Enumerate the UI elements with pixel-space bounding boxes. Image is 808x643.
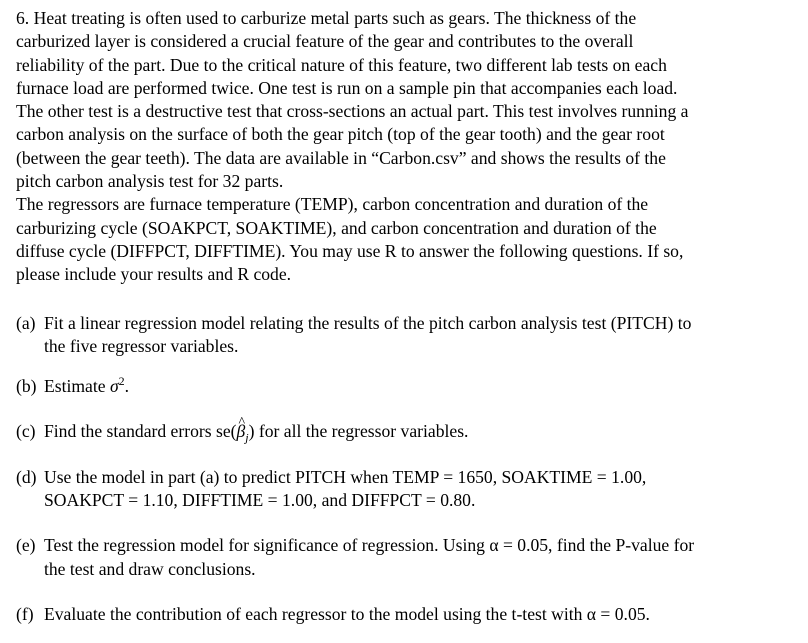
intro-line: The other test is a destructive test that cross-sections an actual part. This test involves running a <box>16 101 689 122</box>
regressor-line: please include your results and R code. <box>16 264 292 285</box>
exponent: 2 <box>118 374 125 389</box>
part-label: (e) <box>16 535 36 556</box>
part-text: Test the regression model for significance of regression. Using α = 0.05, find the P-value for <box>44 535 695 556</box>
intro-line: (between the gear teeth). The data are available in “Carbon.csv” and shows the results of the <box>16 147 666 168</box>
question-part-d <box>16 466 796 513</box>
part-label: (f) <box>16 603 34 624</box>
intro-line: carburized layer is considered a crucial feature of the gear and contributes to the overall <box>16 31 634 52</box>
part-text: Estimate $\sigma^2$. <box>44 374 130 397</box>
intro-line: 6. Heat treating is often used to carburize metal parts such as gears. The thickness of the <box>16 8 637 28</box>
question-part-b <box>16 375 796 398</box>
question-part-f <box>16 603 796 626</box>
part-text: Fit a linear regression model relating the results of the pitch carbon analysis test (PITCH) to <box>44 312 692 333</box>
intro-line: reliability of the part. Due to the critical nature of this feature, two different lab tests on each <box>16 54 667 75</box>
part-label: (a) <box>16 312 36 333</box>
problem-intro <box>16 7 796 193</box>
part-text: Use the model in part (a) to predict PITCH when TEMP = 1650, SOAKTIME = 1.00, <box>44 466 647 487</box>
problem-document <box>16 7 796 626</box>
problem-number: 6. <box>16 8 30 28</box>
part-text: the test and draw conclusions. <box>44 558 256 579</box>
regressor-line: carburizing cycle (SOAKPCT, SOAKTIME), and carbon concentration and duration of the <box>16 217 657 238</box>
regressor-line: diffuse cycle (DIFFPCT, DIFFTIME). You may use R to answer the following questions. If so, <box>16 240 684 261</box>
question-part-c <box>16 420 796 443</box>
part-label: (c) <box>16 421 36 442</box>
part-text: Find the standard errors se(^ $\beta_j$) for all the regressor variables. <box>44 420 796 443</box>
part-text: SOAKPCT = 1.10, DIFFTIME = 1.00, and DIFFPCT = 0.80. <box>44 490 476 511</box>
regressor-description <box>16 193 796 286</box>
part-label: (b) <box>16 376 37 397</box>
beta-hat-symbol: ^ β <box>237 420 246 443</box>
part-label: (d) <box>16 466 37 487</box>
question-part-a <box>16 312 796 359</box>
intro-line: furnace load are performed twice. One test is run on a sample pin that accompanies each load. <box>16 77 678 98</box>
subscript: j <box>245 430 249 445</box>
part-text: the five regressor variables. <box>44 335 239 356</box>
intro-line: pitch carbon analysis test for 32 parts. <box>16 171 284 192</box>
part-text: Evaluate the contribution of each regressor to the model using the t-test with α = 0.05. <box>44 603 650 624</box>
sigma-symbol: σ <box>109 376 119 397</box>
regressor-line: The regressors are furnace temperature (TEMP), carbon concentration and duration of the <box>16 194 649 215</box>
intro-line: carbon analysis on the surface of both the gear pitch (top of the gear tooth) and the gear root <box>16 124 665 145</box>
question-part-e <box>16 534 796 581</box>
